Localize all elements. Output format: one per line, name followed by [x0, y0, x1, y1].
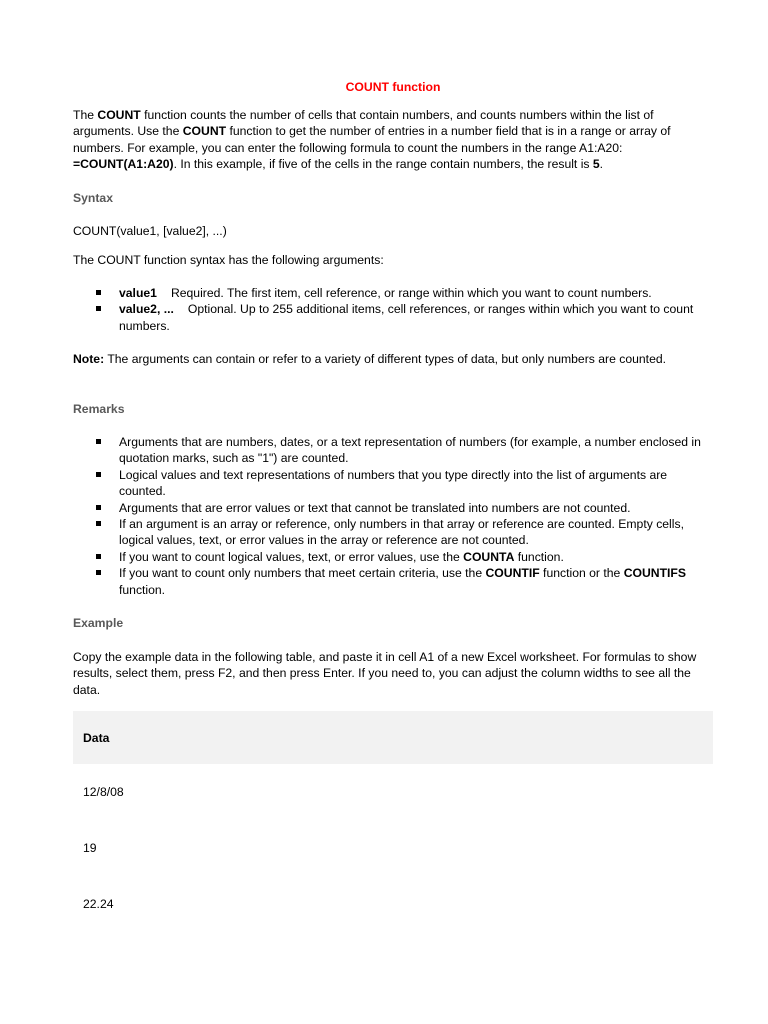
intro-text: . — [599, 157, 604, 172]
intro-bold: COUNT — [97, 108, 141, 122]
table-header — [73, 711, 713, 764]
intro-paragraph — [73, 107, 713, 173]
remark-text: function. — [514, 549, 564, 564]
function-name: COUNTA — [463, 549, 515, 564]
intro-text: function to get the number of entries in a number field that is in a range or array of numbers. For example, you can enter the following formula to count the numbers in the range A1:A20: — [73, 124, 671, 155]
remark-text: If you want to count logical values, text, or error values, use the — [119, 549, 464, 564]
arg-desc: Optional. Up to 255 additional items, cell references, or ranges within which you want to count numbers. — [119, 302, 694, 333]
remark-text: Logical values and text representations of numbers that you type directly into the list of arguments are counted. — [119, 467, 668, 499]
list-item — [73, 549, 713, 565]
remarks-list — [73, 434, 713, 598]
list-item — [73, 285, 713, 301]
function-name: COUNTIFS — [623, 566, 686, 581]
remark-text: Arguments that are numbers, dates, or a text representation of numbers (for example, a number enclosed in quotation marks, such as "1") are counted. — [119, 435, 701, 466]
arg-name: value1 — [119, 286, 157, 300]
arg-name: value2, ... — [119, 302, 174, 317]
bullet-icon — [96, 505, 101, 510]
intro-formula: =COUNT(A1:A20) — [73, 157, 174, 172]
syntax-args-intro: The COUNT function syntax has the following arguments: — [73, 253, 384, 267]
syntax-heading: Syntax — [73, 191, 113, 205]
list-item — [73, 467, 713, 500]
note-label: Note: — [73, 352, 105, 366]
syntax-formula: COUNT(value1, [value2], ...) — [73, 224, 227, 238]
bullet-icon — [96, 290, 101, 295]
note-paragraph — [73, 351, 713, 367]
page-title: COUNT function — [345, 80, 441, 94]
intro-text: function counts the number of cells that contain numbers, and counts numbers within the list of arguments. Use the — [73, 108, 654, 139]
remark-text: If you want to count only numbers that meet certain criteria, use the — [119, 566, 486, 581]
intro-text: The — [73, 108, 98, 122]
arg-desc: Required. The first item, cell reference, or range within which you want to count numbers. — [170, 286, 652, 300]
remark-text: If an argument is an array or reference, only numbers in that array or reference are counted. Empty cells, logical values, text, or error values in the array or reference are not counted. — [119, 517, 684, 548]
bullet-icon — [96, 439, 101, 444]
remark-text: function. — [119, 582, 166, 597]
bullet-icon — [96, 521, 101, 526]
example-heading: Example — [73, 616, 124, 630]
list-item — [73, 500, 713, 516]
table-row: 22.24 — [83, 897, 114, 911]
example-paragraph: Copy the example data in the following table, and paste it in cell A1 of a new Excel worksheet. For formulas to show results, select them, press F2, and then press Enter. If you need to, you can adjust the column widths to see all the data. — [73, 650, 697, 697]
remark-text: function or the — [539, 566, 624, 581]
intro-bold: COUNT — [182, 124, 227, 139]
bullet-icon — [96, 472, 101, 477]
remark-text: Arguments that are error values or text that cannot be translated into numbers are not counted. — [119, 500, 631, 515]
remarks-heading: Remarks — [73, 402, 125, 416]
intro-text: . In this example, if five of the cells in the range contain numbers, the result is — [173, 157, 593, 172]
bullet-icon — [96, 554, 101, 559]
table-row: 12/8/08 — [83, 785, 124, 799]
list-item — [73, 301, 713, 334]
intro-bold: 5 — [592, 157, 600, 172]
note-text: The arguments can contain or refer to a variety of different types of data, but only numbers are counted. — [104, 352, 667, 366]
bullet-icon — [96, 306, 101, 311]
table-row: 19 — [83, 841, 97, 855]
list-item — [73, 565, 713, 598]
bullet-icon — [96, 570, 101, 575]
list-item — [73, 516, 713, 549]
column-header-data: Data — [83, 731, 110, 745]
list-item — [73, 434, 713, 467]
syntax-args-list — [73, 285, 713, 334]
function-name: COUNTIF — [485, 566, 540, 581]
